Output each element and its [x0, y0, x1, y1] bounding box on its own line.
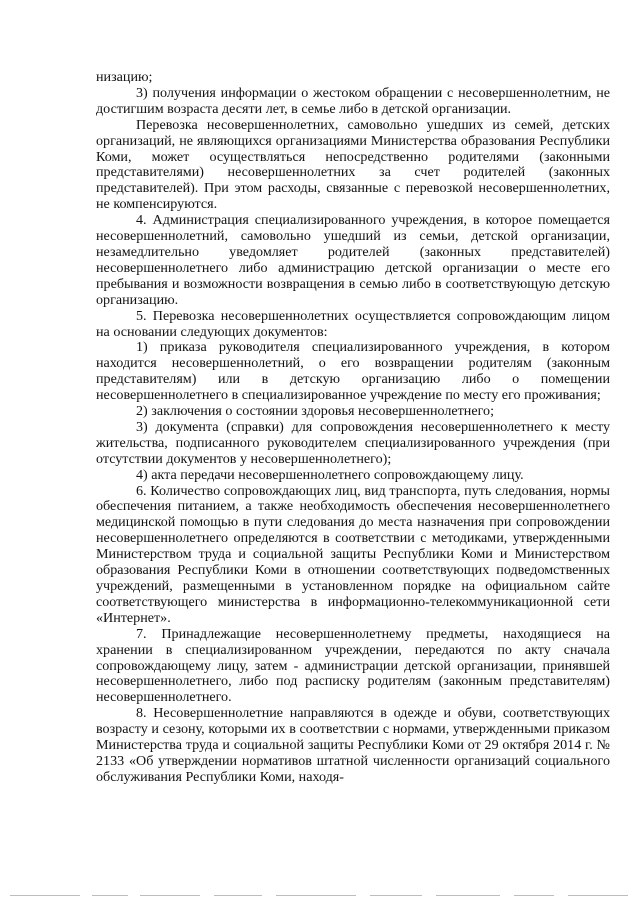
paragraph-continuation: низацию; [96, 69, 153, 85]
scan-edge-divider [0, 893, 640, 899]
paragraph-4: 4. Администрация специализированного учреждения, в которое помещается несовершеннолетний, самовольно ушедший из семьи, детской организации, незамедлительно уведомляет родителей (законных представителей) несовершеннолетнего либо администрацию детской организации о месте его пребывания и возможности возвращения в семью либо в соответствующую детскую организацию. [96, 212, 610, 308]
paragraph-item-3: 3) получения информации о жестоком обращении с несовершеннолетним, не достигшим возраста десяти лет, в семье либо в детской организации. [96, 84, 610, 117]
paragraph-5-item-3: 3) документа (справки) для сопровождения несовершеннолетнего к месту жительства, подписанного руководителем специализированного учреждения (при отсутствии документов у несовершеннолетнего); [96, 418, 610, 467]
paragraph-5: 5. Перевозка несовершеннолетних осуществляется сопровождающим лицом на основании следующих документов: [96, 307, 610, 340]
paragraph-8: 8. Несовершеннолетние направляются в одежде и обуви, соответствующих возрасту и сезону, которыми их в соответствии с нормами, утвержденными приказом Министерства труда и социальной защиты Республики Коми от 29 октября 2014 г. № 2133 «Об утверждении нормативов штатной численности организаций социального обслуживания Республики Коми, находя- [96, 705, 610, 785]
paragraph-5-item-2: 2) заключения о состоянии здоровья несовершеннолетнего; [136, 403, 494, 420]
paragraph-transport-by-parents: Перевозка несовершеннолетних, самовольно ушедших из семей, детских организаций, не являющихся организациями Министерства образования Республики Коми, может осуществляться непосредственно родителями (законными представителями) несовершеннолетних за счет родителей (законных представителей). При этом расходы, связанные с перевозкой несовершеннолетних, не компенсируются. [96, 116, 610, 213]
paragraph-5-item-4: 4) акта передачи несовершеннолетнего сопровождающему лицу. [136, 466, 524, 483]
paragraph-5-item-1: 1) приказа руководителя специализированного учреждения, в котором находится несовершеннолетний, о его возвращении родителям (законным представителям) или в детскую организацию либо о помещении несовершеннолетнего в специализированное учреждение по месту его проживания; [96, 339, 610, 404]
paragraph-7: 7. Принадлежащие несовершеннолетнему предметы, находящиеся на хранении в специализированном учреждении, передаются по акту сначала сопровождающему лицу, затем - администрации детской организации, принявшей несовершеннолетнего, либо под расписку родителям (законным представителям) несовершеннолетнего. [96, 625, 610, 706]
paragraph-6: 6. Количество сопровождающих лиц, вид транспорта, путь следования, нормы обеспечения питанием, а также необходимость обеспечения несовершеннолетнего медицинской помощью в пути следования до места назначения при сопровождении несовершеннолетнего определяются в соответствии с методиками, утвержденными Министерством труда и социальной защиты Республики Коми и Министерством образования Республики Коми в отношении соответствующих подведомственных учреждений, размещенными в установленном порядке на официальном сайте соответствующего министерства в информационно-телекоммуникационной сети «Интернет». [96, 482, 610, 626]
document-page [96, 70, 610, 786]
